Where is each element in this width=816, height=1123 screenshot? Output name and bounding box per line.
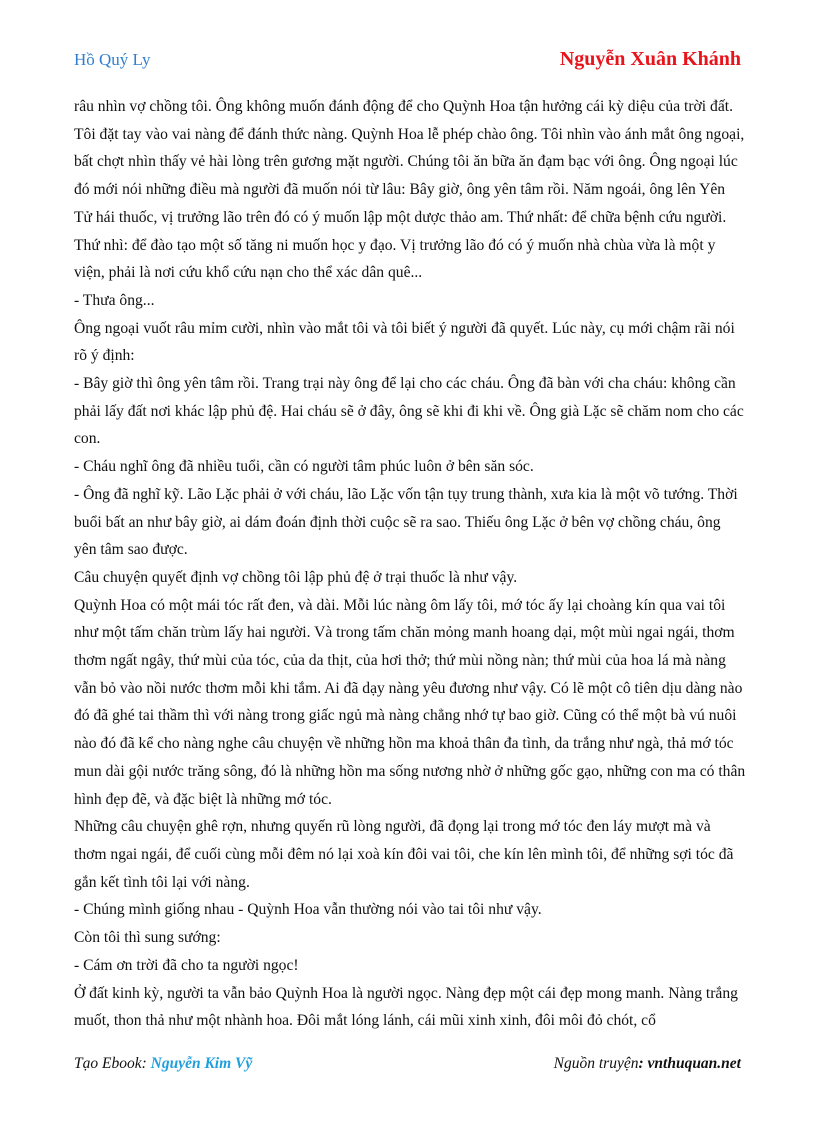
paragraph: - Ông đã nghĩ kỹ. Lão Lặc phải ở với cháu, lão Lặc vốn tận tụy trung thành, xưa kia là một võ tướng. Thời buổi bất an như bây giờ, ai dám đoán định thời cuộc sẽ ra sao. Thiếu ông Lặc ở bên vợ chồng cháu, ông yên tâm sao được. — [74, 485, 738, 559]
paragraph: - Cháu nghĩ ông đã nhiều tuổi, cần có người tâm phúc luôn ở bên săn sóc. — [74, 458, 534, 476]
paragraph: Những câu chuyện ghê rợn, nhưng quyến rũ lòng người, đã đọng lại trong mớ tóc đen láy mượt mà và thơm ngai ngái, để cuối cùng mỗi đêm nó lại xoà kín đôi vai tôi, che kín lên mình tôi, để những sợi tóc đã gắn kết tình tôi lại với nàng. — [74, 818, 734, 891]
source-separator: : — [638, 1055, 648, 1072]
paragraph: Ở đất kinh kỳ, người ta vẫn bảo Quỳnh Hoa là người ngọc. Nàng đẹp một cái đẹp mong manh. Nàng trắng muốt, thon thả như một nhành hoa. Đôi mắt lóng lánh, cái mũi xinh xinh, đôi môi đỏ chót, cổ — [74, 984, 738, 1030]
paragraph: râu nhìn vợ chồng tôi. Ông không muốn đánh động để cho Quỳnh Hoa tận hưởng cái kỳ diệu của trời đất. Tôi đặt tay vào vai nàng để đánh thức nàng. Quỳnh Hoa lễ phép chào ông. Tôi nhìn vào ánh mắt ông ngoại, bất chợt nhìn thấy vẻ hài lòng trên gương mặt người. Chúng tôi ăn bữa ăn đạm bạc với ông. Ông ngoại lúc đó mới nói những điều mà người đã muốn nói từ lâu: Bây giờ, ông yên tâm rồi. Năm ngoái, ông lên Yên Tử hái thuốc, vị trưởng lão trên đó có ý muốn lập một dược thảo am. Thứ nhất: để chữa bệnh cứu người. Thứ nhì: để đào tạo một số tăng ni muốn học y đạo. Vị trưởng lão đó có ý muốn nhà chùa vừa là một y viện, phải là nơi cứu khổ cứu nạn cho thể xác dân quê... — [74, 98, 745, 282]
source-credit — [554, 1055, 741, 1073]
ebook-label: Tạo Ebook — [74, 1055, 142, 1072]
paragraph: - Cám ơn trời đã cho ta người ngọc! — [74, 956, 299, 974]
page-body — [74, 93, 746, 1035]
author-name: Nguyễn Xuân Khánh — [559, 48, 741, 70]
ebook-credit — [74, 1055, 252, 1073]
source-label: Nguồn truyện — [553, 1055, 639, 1072]
paragraph: - Chúng mình giống nhau - Quỳnh Hoa vẫn thường nói vào tai tôi như vậy. — [74, 901, 542, 919]
ebook-separator: : — [141, 1055, 151, 1072]
paragraph: Quỳnh Hoa có một mái tóc rất đen, và dài. Mỗi lúc nàng ôm lấy tôi, mớ tóc ấy lại choàng kín qua vai tôi như một tấm chăn trùm lấy hai người. Và trong tấm chăn mỏng manh hoang dại, một mùi ngai ngái, thơm thơm ngất ngây, thứ mùi của tóc, của da thịt, của hơi thở; thứ mùi nồng nàn; thứ mùi của hoa lá mà nàng vẫn bỏ vào nồi nước thơm mỗi khi tắm. Ai đã dạy nàng yêu đương như vậy. Có lẽ một cô tiên dịu dàng nào đó đã ghé tai thầm thì với nàng trong giấc ngủ mà nàng chẳng nhớ tự bao giờ. Cũng có thể một bà vú nuôi nào đó đã kể cho nàng nghe câu chuyện về những hồn ma khoả thân đa tình, da trắng như ngà, thả mớ tóc mun dài gội nước trăng sông, đó là những hồn ma sống nương nhờ ở những gốc gạo, những con ma có thân hình đẹp đẽ, và đặc biệt là những mớ tóc. — [74, 596, 746, 808]
paragraph: - Bây giờ thì ông yên tâm rồi. Trang trại này ông để lại cho các cháu. Ông đã bàn với cha cháu: không cần phải lấy đất nơi khác lập phủ đệ. Hai cháu sẽ ở đây, ông sẽ khi đi khi về. Ông già Lặc sẽ chăm nom cho các con. — [74, 375, 744, 448]
paragraph: - Thưa ông... — [74, 291, 155, 309]
paragraph: Ông ngoại vuốt râu mỉm cười, nhìn vào mắt tôi và tôi biết ý người đã quyết. Lúc này, cụ mới chậm rãi nói rõ ý định: — [74, 319, 735, 365]
book-title: Hồ Quý Ly — [74, 50, 151, 69]
source-site: vnthuquan.net — [647, 1055, 741, 1072]
paragraph: Câu chuyện quyết định vợ chồng tôi lập phủ đệ ở trại thuốc là như vậy. — [74, 568, 518, 586]
ebook-author: Nguyễn Kim Vỹ — [150, 1055, 253, 1072]
paragraph: Còn tôi thì sung sướng: — [74, 929, 221, 947]
